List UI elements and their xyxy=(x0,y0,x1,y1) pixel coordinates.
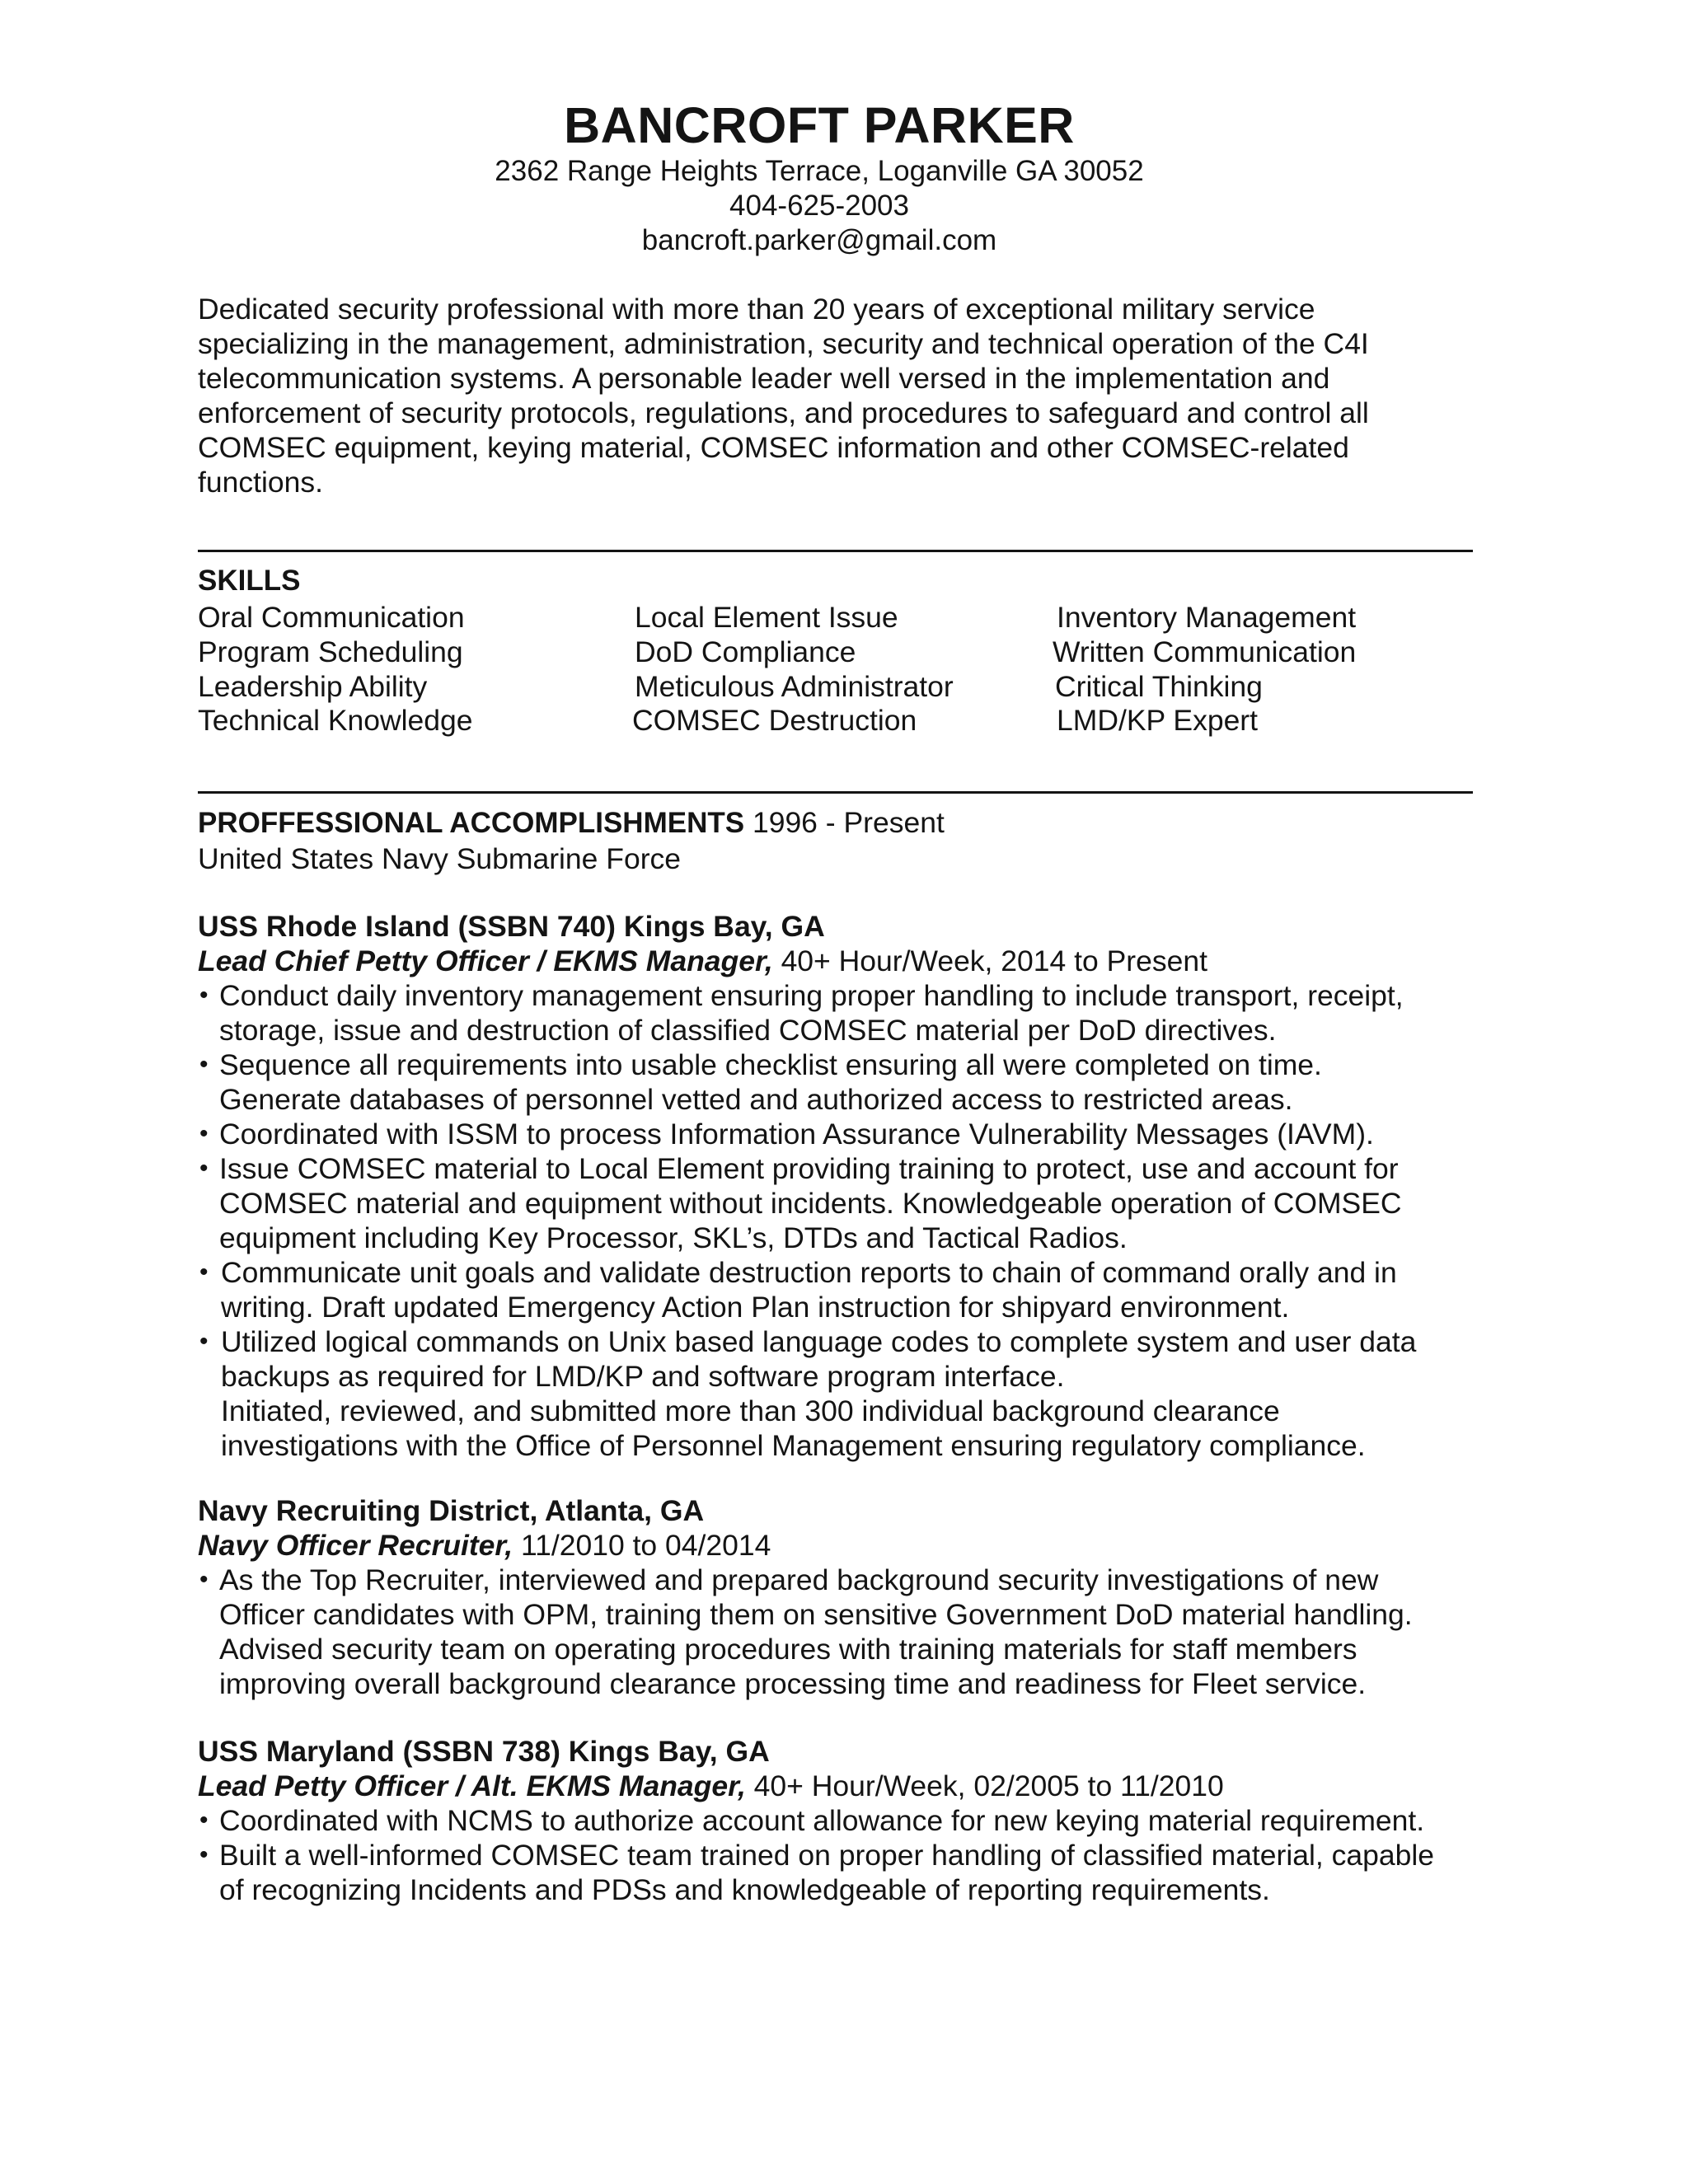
skill-item: Local Element Issue xyxy=(635,601,898,634)
bullet-icon: • xyxy=(199,1051,209,1078)
job-title-row xyxy=(198,1769,1224,1803)
accomplishments-heading: PROFFESSIONAL ACCOMPLISHMENTS xyxy=(198,807,745,839)
job-bullet-line: improving overall background clearance processing time and readiness for Fleet service. xyxy=(219,1667,1367,1700)
job-bullet-line: Advised security team on operating procedures with training materials for staff members xyxy=(219,1633,1357,1666)
bullet-icon: • xyxy=(199,1120,209,1147)
skill-item: Meticulous Administrator xyxy=(635,670,954,703)
bullet-icon: • xyxy=(199,1807,209,1834)
bullet-icon: • xyxy=(199,1841,209,1868)
job-details: 11/2010 to 04/2014 xyxy=(513,1529,771,1562)
skill-item: Written Communication xyxy=(1053,635,1357,668)
job-bullet-line: Communicate unit goals and validate destruction reports to chain of command orally and in xyxy=(221,1256,1397,1289)
job-bullet-line: Utilized logical commands on Unix based language codes to complete system and user data xyxy=(221,1325,1417,1358)
job-bullet-line: Initiated, reviewed, and submitted more than 300 individual background clearance xyxy=(221,1394,1280,1427)
accomplishments-period: 1996 - Present xyxy=(744,806,945,839)
job-bullet-line: equipment including Key Processor, SKL’s, DTDs and Tactical Radios. xyxy=(219,1221,1128,1254)
job-title-row xyxy=(198,1528,771,1563)
bullet-icon: • xyxy=(199,982,209,1009)
skill-item: Oral Communication xyxy=(198,601,465,634)
summary-line: telecommunication systems. A personable leader well versed in the implementation and xyxy=(198,362,1330,395)
summary-line: specializing in the management, administration, security and technical operation of the C4I xyxy=(198,327,1369,360)
bullet-icon: • xyxy=(199,1566,209,1593)
job-unit: Navy Recruiting District, Atlanta, GA xyxy=(198,1494,705,1527)
job-bullet-line: Issue COMSEC material to Local Element providing training to protect, use and account for xyxy=(219,1152,1399,1185)
job-bullet-line: Built a well-informed COMSEC team trained on proper handling of classified material, capable xyxy=(219,1839,1434,1872)
skill-item: Program Scheduling xyxy=(198,635,463,668)
summary-line: functions. xyxy=(198,466,323,499)
job-bullet-line: Generate databases of personnel vetted and authorized access to restricted areas. xyxy=(219,1083,1293,1116)
job-bullet-line: writing. Draft updated Emergency Action Plan instruction for shipyard environment. xyxy=(221,1291,1290,1324)
job-details: 40+ Hour/Week, 2014 to Present xyxy=(772,944,1207,977)
skill-item: Critical Thinking xyxy=(1055,670,1263,703)
skills-heading: SKILLS xyxy=(198,565,301,597)
address: 2362 Range Heights Terrace, Loganville GA 30052 xyxy=(495,155,1144,187)
bullet-icon: • xyxy=(199,1155,209,1182)
summary-line: enforcement of security protocols, regulations, and procedures to safeguard and control all xyxy=(198,396,1369,429)
skill-item: DoD Compliance xyxy=(635,635,856,668)
job-bullet-line: storage, issue and destruction of classified COMSEC material per DoD directives. xyxy=(219,1014,1277,1047)
accomplishments-heading-row xyxy=(198,805,945,841)
skill-item: COMSEC Destruction xyxy=(632,704,917,737)
job-role: Lead Petty Officer / Alt. EKMS Manager, xyxy=(198,1769,746,1802)
job-bullet-line: investigations with the Office of Personnel Management ensuring regulatory compliance. xyxy=(221,1429,1366,1462)
bullet-icon: • xyxy=(199,1328,209,1355)
skill-item: Leadership Ability xyxy=(198,670,428,703)
summary-line: Dedicated security professional with more than 20 years of exceptional military service xyxy=(198,293,1315,326)
bullet-icon: • xyxy=(199,1258,209,1286)
job-bullet-line: Coordinated with NCMS to authorize account allowance for new keying material requirement. xyxy=(219,1804,1425,1837)
job-bullet-line: Officer candidates with OPM, training them on sensitive Government DoD material handling. xyxy=(219,1598,1413,1631)
phone: 404-625-2003 xyxy=(729,190,909,222)
job-bullet-line: As the Top Recruiter, interviewed and prepared background security investigations of new xyxy=(219,1563,1379,1596)
job-unit: USS Rhode Island (SSBN 740) Kings Bay, GA xyxy=(198,910,825,943)
job-role: Navy Officer Recruiter, xyxy=(198,1529,513,1562)
job-bullet-line: Coordinated with ISSM to process Information Assurance Vulnerability Messages (IAVM). xyxy=(219,1118,1374,1151)
summary-line: COMSEC equipment, keying material, COMSEC information and other COMSEC-related xyxy=(198,431,1349,464)
professional-summary xyxy=(198,292,1484,499)
job-bullet-line: Sequence all requirements into usable checklist ensuring all were completed on time. xyxy=(219,1048,1322,1081)
job-role: Lead Chief Petty Officer / EKMS Manager, xyxy=(198,944,773,977)
job-bullet-line: Conduct daily inventory management ensuring proper handling to include transport, receipt, xyxy=(219,979,1404,1012)
job-bullet-line: of recognizing Incidents and PDSs and knowledgeable of reporting requirements. xyxy=(219,1873,1270,1906)
email: bancroft.parker@gmail.com xyxy=(641,224,997,256)
section-divider xyxy=(198,791,1473,794)
job-bullet-line: backups as required for LMD/KP and software program interface. xyxy=(221,1360,1065,1393)
job-details: 40+ Hour/Week, 02/2005 to 11/2010 xyxy=(745,1769,1224,1802)
organization: United States Navy Submarine Force xyxy=(198,842,682,875)
skill-item: Technical Knowledge xyxy=(198,704,473,737)
skill-item: Inventory Management xyxy=(1057,601,1357,634)
job-unit: USS Maryland (SSBN 738) Kings Bay, GA xyxy=(198,1735,770,1768)
section-divider xyxy=(198,550,1473,552)
job-bullet-line: COMSEC material and equipment without incidents. Knowledgeable operation of COMSEC xyxy=(219,1187,1402,1220)
job-title-row xyxy=(198,944,1207,978)
skill-item: LMD/KP Expert xyxy=(1057,704,1258,737)
candidate-name: BANCROFT PARKER xyxy=(564,97,1075,153)
